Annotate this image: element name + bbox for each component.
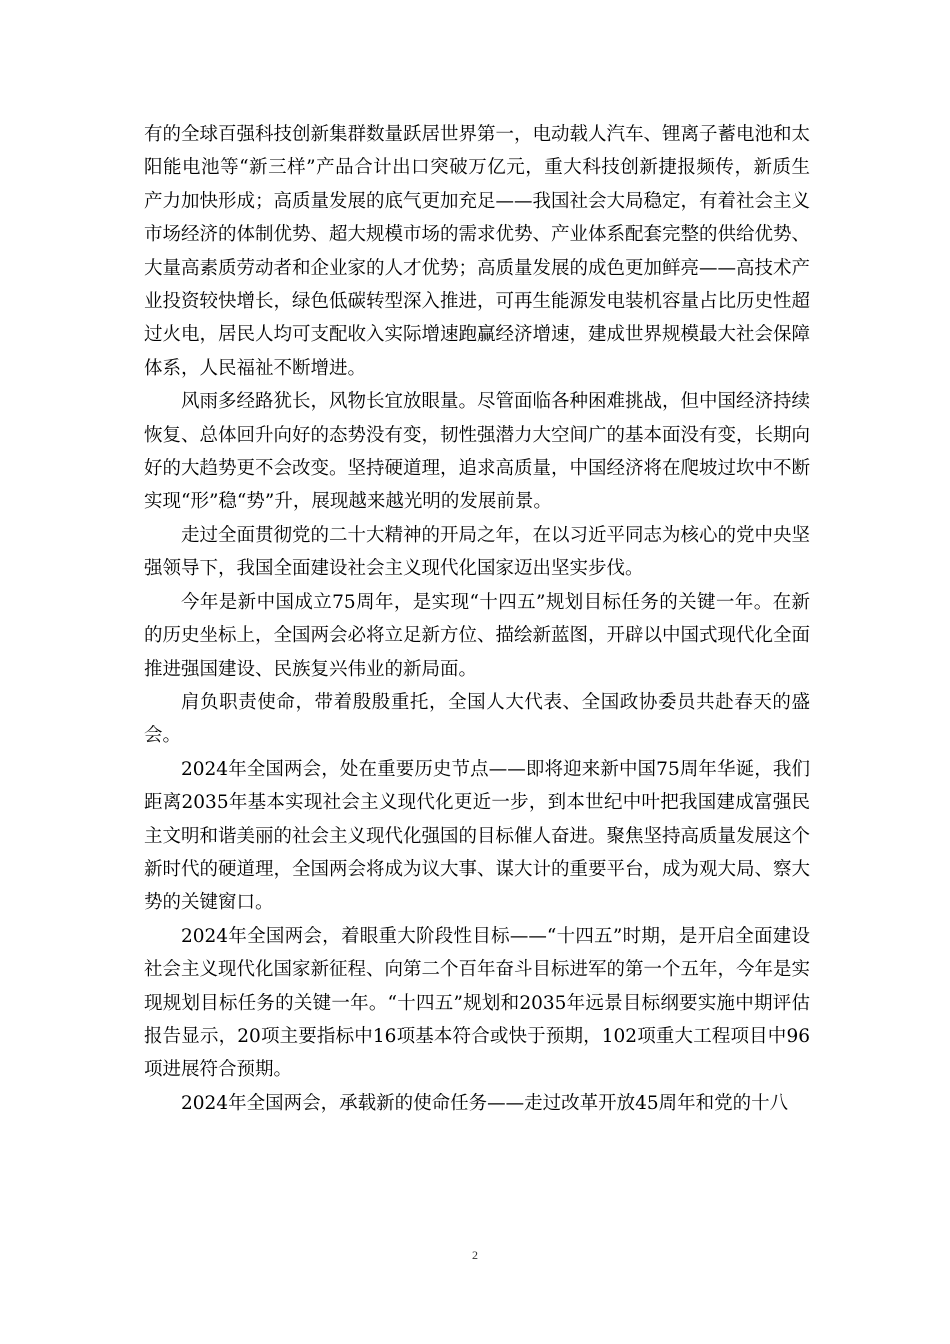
paragraph-3: 走过全面贯彻党的二十大精神的开局之年，在以习近平同志为核心的党中央坚强领导下，我国全面建设社会主义现代化国家迈出坚实步伐。 xyxy=(144,524,811,580)
paragraph-7: 2024年全国两会，着眼重大阶段性目标——“十四五”时期，是开启全面建设社会主义现代化国家新征程、向第二个百年奋斗目标进军的第一个五年，今年是实现规划目标任务的关键一年。“十四五”规划和2035年远景目标纲要实施中期评估报告显示，20项主要指标中16项基本符合或快于预期，102项重大工程项目中96项进展符合预期。 xyxy=(144,925,811,1081)
paragraph-2: 风雨多经路犹长，风物长宜放眼量。尽管面临各种困难挑战，但中国经济持续恢复、总体回升向好的态势没有变，韧性强潜力大空间广的基本面没有变，长期向好的大趋势更不会改变。坚持硬道理，追求高质量，中国经济将在爬坡过坎中不断实现“形”稳“势”升，展现越来越光明的发展前景。 xyxy=(144,391,811,513)
document-body xyxy=(144,118,810,1120)
paragraph-1: 有的全球百强科技创新集群数量跃居世界第一，电动载人汽车、锂离子蓄电池和太阳能电池等“新三样”产品合计出口突破万亿元，重大科技创新捷报频传，新质生产力加快形成；高质量发展的底气更加充足——我国社会大局稳定，有着社会主义市场经济的体制优势、超大规模市场的需求优势、产业体系配套完整的供给优势、大量高素质劳动者和企业家的人才优势；高质量发展的成色更加鲜亮——高技术产业投资较快增长，绿色低碳转型深入推进，可再生能源发电装机容量占比历史性超过火电，居民人均可支配收入实际增速跑赢经济增速，建成世界规模最大社会保障体系，人民福祉不断增进。 xyxy=(144,124,811,379)
paragraph-8: 2024年全国两会，承载新的使命任务——走过改革开放45周年和党的十八 xyxy=(181,1092,789,1114)
paragraph-6: 2024年全国两会，处在重要历史节点——即将迎来新中国75周年华诞，我们距离2035年基本实现社会主义现代化更近一步，到本世纪中叶把我国建成富强民主文明和谐美丽的社会主义现代化强国的目标催人奋进。聚焦坚持高质量发展这个新时代的硬道理，全国两会将成为议大事、谋大计的重要平台，成为观大局、察大势的关键窗口。 xyxy=(144,758,811,914)
page-number: 2 xyxy=(472,1248,478,1262)
paragraph-4: 今年是新中国成立75周年，是实现“十四五”规划目标任务的关键一年。在新的历史坐标上，全国两会必将立足新方位、描绘新蓝图，开辟以中国式现代化全面推进强国建设、民族复兴伟业的新局面。 xyxy=(144,591,811,680)
paragraph-5: 肩负职责使命，带着殷殷重托，全国人大代表、全国政协委员共赴春天的盛会。 xyxy=(144,691,810,747)
